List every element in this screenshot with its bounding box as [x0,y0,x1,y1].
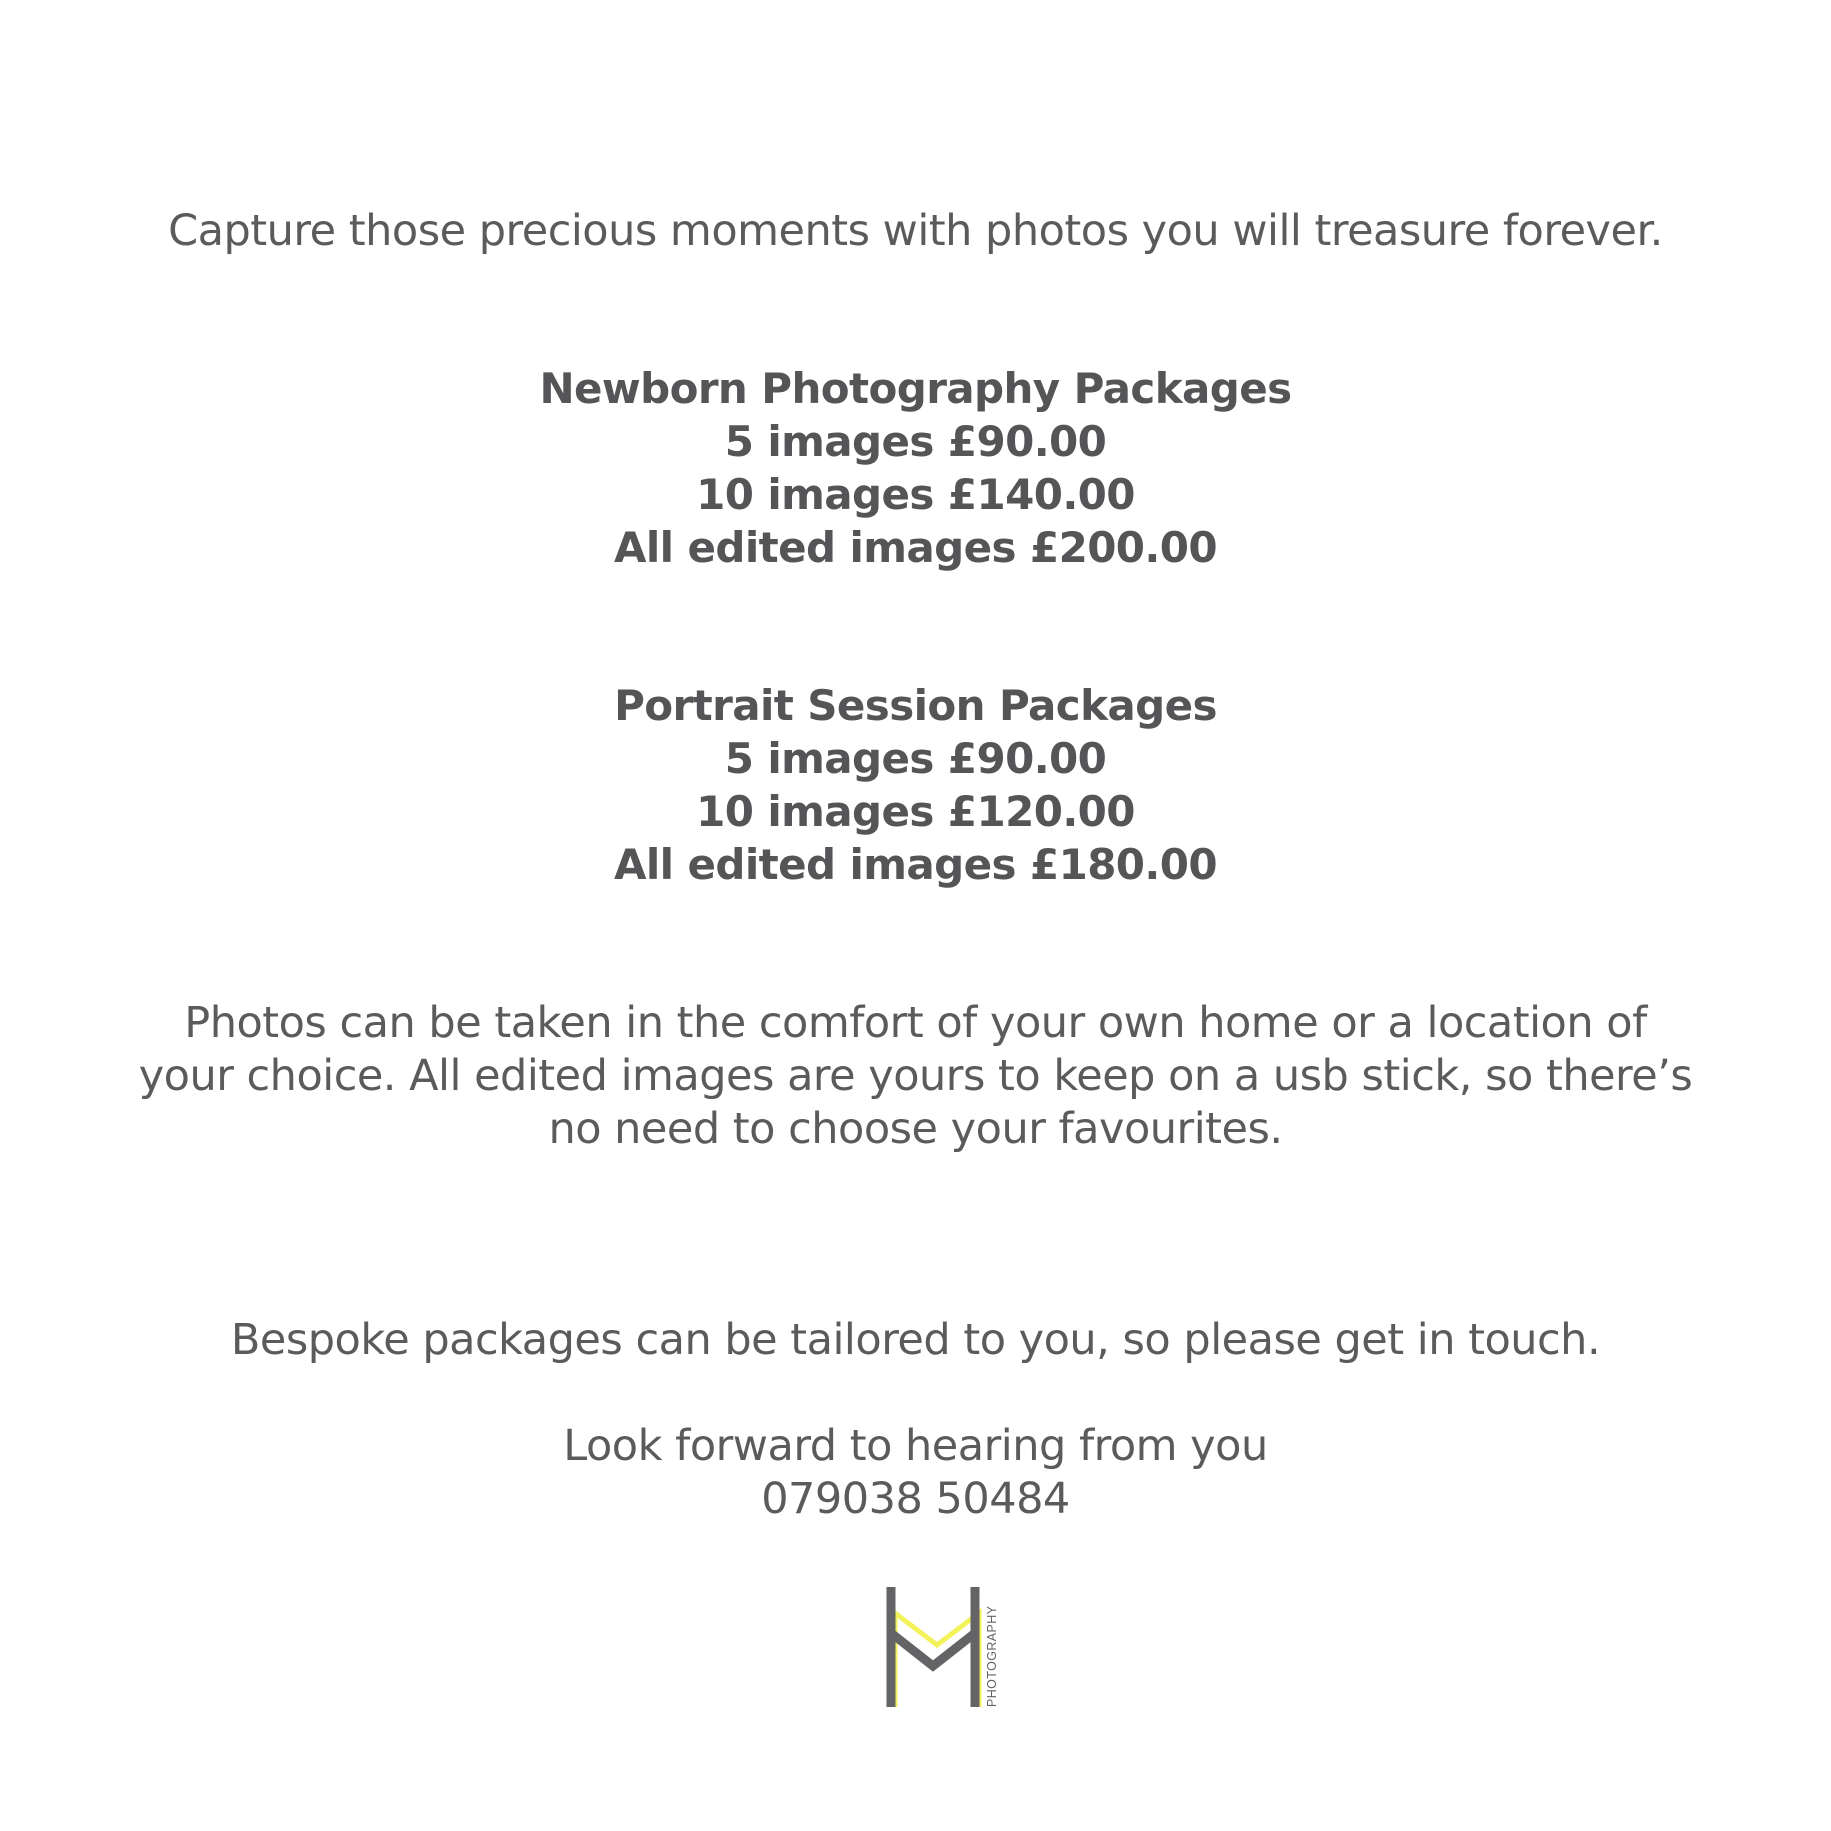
newborn-item: All edited images £200.00 [613,523,1218,572]
bespoke-text: Bespoke packages can be tailored to you, so please get in touch. [230,1315,1601,1365]
details-line: your choice. All edited images are yours to keep on a usb stick, so there’s [138,1051,1693,1101]
portrait-item: All edited images £180.00 [613,840,1218,889]
hm-photography-logo [885,1583,1005,1709]
portrait-item: 10 images £120.00 [696,787,1135,836]
logo-text: PHOTOGRAPHY [985,1605,999,1707]
details-line: no need to choose your favourites. [548,1104,1283,1154]
newborn-item: 5 images £90.00 [724,417,1107,466]
portrait-heading: Portrait Session Packages [614,681,1217,730]
portrait-item: 5 images £90.00 [724,734,1107,783]
newborn-heading: Newborn Photography Packages [539,364,1292,413]
phone-number: 079038 50484 [761,1474,1070,1524]
details-line: Photos can be taken in the comfort of your own home or a location of [184,998,1647,1048]
tagline: Capture those precious moments with photos you will treasure forever. [168,206,1663,256]
newborn-item: 10 images £140.00 [696,470,1135,519]
closing-text: Look forward to hearing from you [563,1421,1268,1471]
